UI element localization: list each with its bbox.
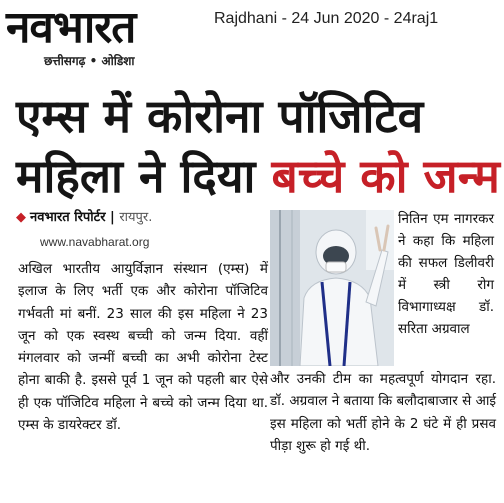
headline-line-2-plain: महिला ने दिया	[16, 149, 256, 203]
headline-line-2-highlight: बच्चे को जन्म	[271, 149, 500, 203]
edition-regions: छत्तीसगढ़ • ओडिशा	[44, 54, 135, 68]
newspaper-logo: नवभारत	[6, 2, 136, 53]
article-text-right-column: नितिन एम नागरकर ने कहा कि महिला की सफल डिलीवरी में स्त्री रोग विभागाध्यक्ष डॉ. सरिता अग्रवाल	[398, 211, 494, 337]
byline-city: रायपुर.	[119, 210, 153, 225]
byline-marker-icon: ◆	[16, 210, 26, 225]
article-photo	[270, 210, 394, 366]
headline-line-1: एम्स में कोरोना पॉजिटिव	[16, 89, 424, 143]
dateline: Rajdhani - 24 Jun 2020 - 24raj1	[214, 10, 439, 27]
masthead	[0, 0, 504, 80]
headline-line-2	[16, 146, 500, 206]
byline-reporter: नवभारत रिपोर्टर	[30, 210, 106, 225]
ppe-doctor-photo	[270, 210, 394, 366]
website-url: www.navabharat.org	[40, 235, 150, 249]
headline	[16, 86, 500, 206]
article-text-bottom-column: और उनकी टीम का महत्वपूर्ण योगदान रहा. डॉ. अग्रवाल ने बताया कि बलौदाबाजार से आई इस महिला को भर्ती होने के 2 घंटे में ही प्रसव पीड़ा शुरू हो गई थी.	[270, 371, 496, 454]
article-text-left-column: अखिल भारतीय आयुर्विज्ञान संस्थान (एम्स) में इलाज के लिए भर्ती एक और कोरोना पॉजिटिव गर्भवती मां बनीं. 23 साल की इस महिला ने 23 जून को एक स्वस्थ बच्ची को जन्म दिया. वहीं मंगलवार को जन्मीं बच्ची का अभी कोरोना टेस्ट होना बाकी है. इससे पूर्व 1 जून को पहली बार ऐसे ही एक पॉजिटिव महिला ने बच्चे को जन्म दिया था. एम्स के डायरेक्टर डॉ.	[18, 261, 268, 434]
byline: ◆ नवभारत रिपोर्टर | रायपुर.	[16, 210, 153, 225]
